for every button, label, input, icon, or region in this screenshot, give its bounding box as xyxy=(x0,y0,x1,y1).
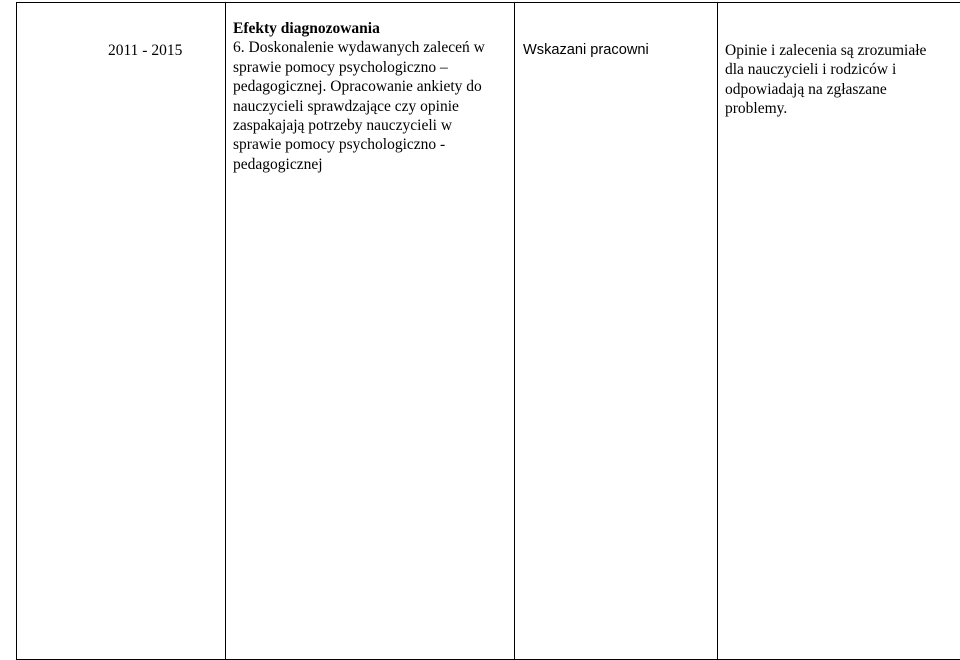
years-cell xyxy=(17,3,226,660)
description-cell xyxy=(226,3,515,660)
description-line: pedagogicznej. Opracowanie ankiety do xyxy=(233,77,510,96)
evaluation-line: Opinie i zalecenia są zrozumiałe xyxy=(725,41,959,60)
plan-table xyxy=(16,2,960,660)
description-line: nauczycieli sprawdzające czy opinie xyxy=(233,97,510,116)
description-title: Efekty diagnozowania xyxy=(233,19,510,38)
responsible-cell xyxy=(515,3,718,660)
evaluation-line: dla nauczycieli i rodziców i xyxy=(725,60,959,79)
description-line: sprawie pomocy psychologiczno – xyxy=(233,58,510,77)
responsible-text: Wskazani pracowni xyxy=(515,3,717,60)
description-line: 6. Doskonalenie wydawanych zaleceń w xyxy=(233,38,510,57)
evaluation-cell xyxy=(718,3,960,660)
description-line: pedagogicznej xyxy=(233,155,510,174)
description-line: zaspakajają potrzeby nauczycieli w xyxy=(233,116,510,135)
table-row xyxy=(17,3,960,660)
description-line: sprawie pomocy psychologiczno - xyxy=(233,135,510,154)
years-text: 2011 - 2015 xyxy=(17,3,225,60)
evaluation-line: odpowiadają na zgłaszane xyxy=(725,80,959,99)
evaluation-line: problemy. xyxy=(725,99,959,118)
